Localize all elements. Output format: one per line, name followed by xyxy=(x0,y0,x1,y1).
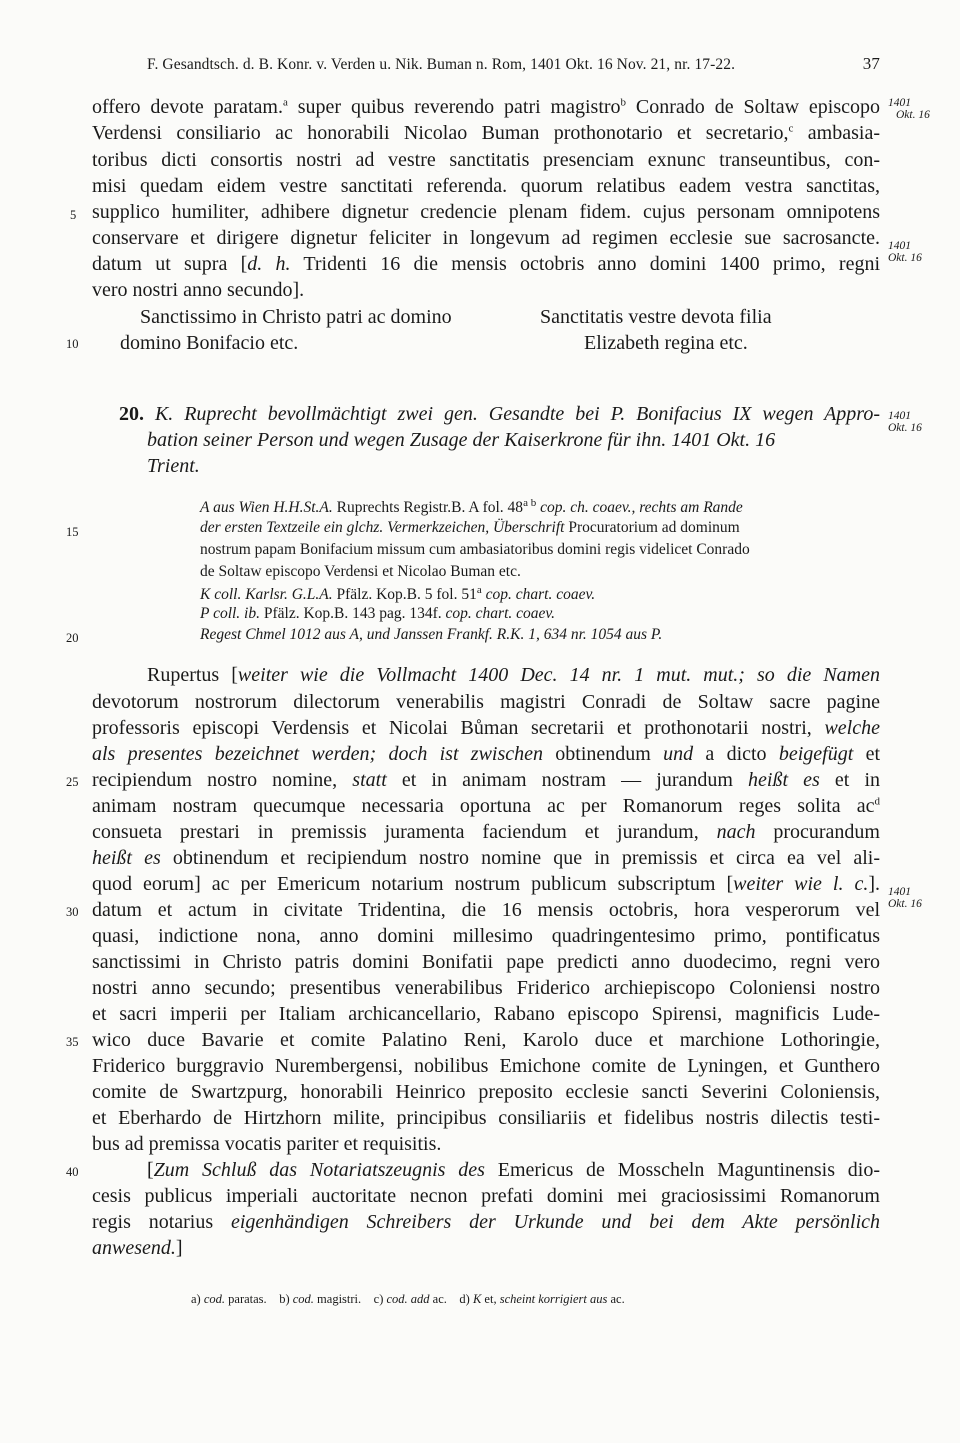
signature-line: Elizabeth regina etc. xyxy=(584,332,748,354)
text-line: datum ut supra [d. h. Tridenti 16 die mensis octobris anno domini 1400 primo, regni xyxy=(92,253,880,275)
line-number: 40 xyxy=(66,1165,79,1179)
source-line: K coll. Karlsr. G.L.A. Pfälz. Kop.B. 5 fol. 51$^a$ cop. chart. coaev. xyxy=(200,584,596,604)
text-line: toribus dicti consortis nostri ad vestre sanctitatis presenciam exnunc transeuntibus, con- xyxy=(92,149,880,171)
text-line: regis notarius eigenhändigen Schreibers der Urkunde und bei dem Akte persönlich xyxy=(92,1211,880,1233)
line-number: 25 xyxy=(66,775,79,789)
line-number: 5 xyxy=(70,208,77,222)
running-header xyxy=(147,56,880,74)
source-line: de Soltaw episcopo Verdensi et Nicolao Buman etc. xyxy=(200,563,521,580)
text-line: Rupertus [weiter wie die Vollmacht 1400 Dec. 14 nr. 1 mut. mut.; so die Namen xyxy=(147,664,880,686)
text-line: supplico humiliter, adhibere dignetur credencie plenam fidem. cujus personam omnipotens xyxy=(92,201,880,223)
address-line: Sanctissimo in Christo patri ac domino xyxy=(140,306,452,328)
margin-date: 1401 Okt. 16 xyxy=(888,97,930,122)
text-line: nostri anno secundo; presentibus venerabilibus Friderico archiepiscopo Coloniensi nostro xyxy=(92,977,880,999)
text-line: als presentes bezeichnet werden; doch ist zwischen obtinendum und a dicto beigefügt et xyxy=(92,743,880,765)
margin-date: 1401 Okt. 16 xyxy=(888,886,922,911)
footnotes: a) cod. paratas. b) cod. magistri. c) cod. add ac. d) K et, scheint korrigiert aus ac. xyxy=(191,1292,625,1306)
text-line: offero devote paratam.$^a$ super quibus reverendo patri magistro$^b$ Conrado de Soltaw episcopo xyxy=(92,96,880,118)
text-line: bus ad premissa vocatis pariter et requisitis. xyxy=(92,1133,442,1155)
text-line: professoris episcopi Verdensis et Nicolai Bůman secretarii et prothonotarii nostri, welche xyxy=(92,717,880,739)
text-line: consueta prestari in premissis juramenta faciendum et jurandum, nach procurandum xyxy=(92,821,880,843)
line-number: 35 xyxy=(66,1035,79,1049)
text-line: Friderico burggravio Nurembergensi, nobilibus Emichone comite de Lyningen, et Gunthero xyxy=(92,1055,880,1077)
line-number: 20 xyxy=(66,631,79,645)
text-line: animam nostram quecumque necessaria oportuna ac per Romanorum reges solita $ac^d$ xyxy=(92,795,880,817)
signature-line: Sanctitatis vestre devota filia xyxy=(540,306,772,328)
running-title: F. Gesandtsch. d. B. Konr. v. Verden u. Nik. Buman n. Rom, 1401 Okt. 16 Nov. 21, nr. 17-22. xyxy=(147,56,736,73)
source-line: nostrum papam Bonifacium missum cum ambasiatoribus domini regis videlicet Conrado xyxy=(200,541,750,558)
text-line: datum et actum in civitate Tridentina, die 16 mensis octobris, hora vesperorum vel xyxy=(92,899,880,921)
text-line: heißt es obtinendum et recipiendum nostro nomine que in premissis et circa ea vel ali- xyxy=(92,847,880,869)
text-line: sanctissimi in Christo patris domini Bonifatii pape predicti anno duodecimo, regni vero xyxy=(92,951,880,973)
text-line: wico duce Bavarie et comite Palatino Reni, Karolo duce et marchione Lothoringie, xyxy=(92,1029,880,1051)
line-number: 10 xyxy=(66,337,79,351)
text-line: recipiendum nostro nomine, statt et in animam nostram — jurandum heißt es et in xyxy=(92,769,881,791)
source-line: P coll. ib. Pfälz. Kop.B. 143 pag. 134f. cop. chart. coaev. xyxy=(200,605,556,622)
text-line: vero nostri anno secundo]. xyxy=(92,279,305,301)
text-line: devotorum nostrorum dilectorum venerabilis magistri Conradi de Soltaw sacre pagine xyxy=(92,691,880,713)
margin-date: 1401 Okt. 16 xyxy=(888,240,922,265)
text-line: [Zum Schluß das Notariatszeugnis des Emericus de Mosscheln Maguntinensis dio- xyxy=(147,1159,880,1181)
document-heading: Trient. xyxy=(147,455,200,477)
text-line: et sacri imperii per Italiam archicancellario, Rabano episcopo Spirensi, magnificis Lude- xyxy=(92,1003,880,1025)
text-line: misi quedam eidem vestre sanctitati referenda. quorum relatibus eadem vestra sanctitas, xyxy=(92,175,880,197)
text-line: quod eorum] ac per Emericum notarium nostrum publicum subscriptum [weiter wie l. c.]. xyxy=(92,873,881,895)
page-number: 37 xyxy=(862,54,880,73)
text-line: et Eberhardo de Hirtzhorn milite, principibus consiliariis et fidelibus nostris dilectis testi- xyxy=(92,1107,880,1129)
address-line: domino Bonifacio etc. xyxy=(120,332,299,354)
text-line: quasi, indictione nona, anno domini millesimo quadringentesimo primo, pontificatus xyxy=(92,925,880,947)
line-number: 30 xyxy=(66,905,79,919)
source-line: A aus Wien H.H.St.A. Ruprechts Registr.B. A fol. $48^{a b}$ cop. ch. coaev., rechts am Rande xyxy=(200,497,743,517)
source-line: der ersten Textzeile ein glchz. Vermerkzeichen, Überschrift Procuratorium ad dominum xyxy=(200,519,740,536)
text-line: cesis publicus imperiali auctoritate necnon prefati domini mei graciosissimi Romanorum xyxy=(92,1185,880,1207)
text-line: comite de Swartzpurg, honorabili Heinrico preposito ecclesie sancti Severini Coloniensis, xyxy=(92,1081,880,1103)
line-number: 15 xyxy=(66,525,79,539)
document-heading: 20. K. Ruprecht bevollmächtigt zwei gen. Gesandte bei P. Bonifacius IX wegen Appro- xyxy=(119,403,881,425)
text-line: Verdensi consiliario ac honorabili Nicolao Buman prothonotario et secretario,$^c$ ambasia- xyxy=(92,122,880,144)
margin-date: 1401 Okt. 16 xyxy=(888,410,922,435)
source-line: Regest Chmel 1012 aus A, und Janssen Frankf. R.K. 1, 634 nr. 1054 aus P. xyxy=(200,626,663,643)
text-line: conservare et dirigere dignetur feliciter in longevum ad regimen ecclesie sue sacrosancte. xyxy=(92,227,880,249)
document-heading: bation seiner Person und wegen Zusage der Kaiserkrone für ihn. 1401 Okt. 16 xyxy=(147,429,776,451)
text-line: anwesend.] xyxy=(92,1237,183,1259)
